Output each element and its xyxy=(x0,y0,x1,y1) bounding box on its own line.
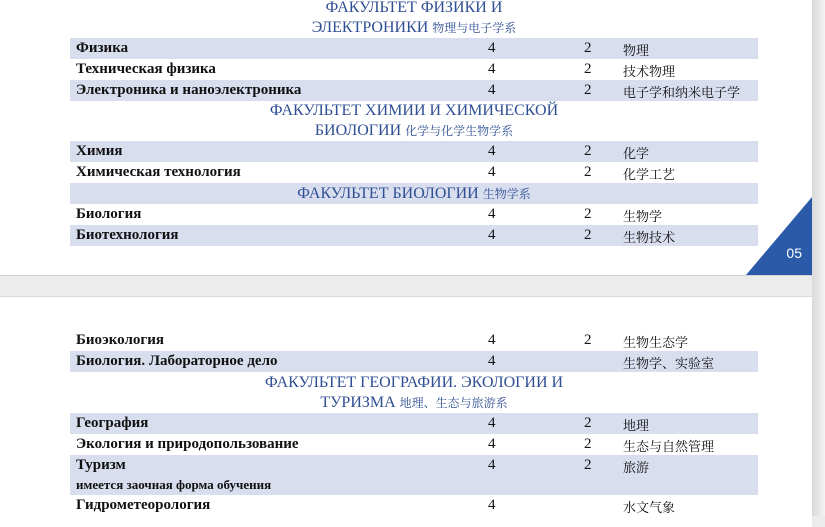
document-page-6 xyxy=(0,296,812,527)
col-years-master: 2 xyxy=(584,40,592,56)
page-number: 05 xyxy=(786,245,802,261)
program-name: Биотехнология xyxy=(76,227,179,243)
program-name: Туризм xyxy=(76,457,126,473)
faculty-heading-line: ФАКУЛЬТЕТ ФИЗИКИ И xyxy=(325,0,503,16)
table-row xyxy=(70,495,758,516)
faculty-heading-line: ТУРИЗМА xyxy=(320,394,396,411)
program-name: Гидрометеорология xyxy=(76,497,211,513)
col-years-master: 2 xyxy=(584,436,592,452)
table-row xyxy=(70,204,758,225)
faculty-heading-line: ФАКУЛЬТЕТ ХИМИИ И ХИМИЧЕСКОЙ xyxy=(269,102,559,119)
table-row xyxy=(70,413,758,434)
col-years-master: 2 xyxy=(584,332,592,348)
col-years-master: 2 xyxy=(584,82,592,98)
program-name: Техническая физика xyxy=(76,61,216,77)
program-name: Биоэкология xyxy=(76,332,164,348)
table-row xyxy=(70,38,758,59)
col-years: 4 xyxy=(488,353,496,369)
faculty-heading-chemistry xyxy=(70,101,758,141)
program-name-zh: 生态与自然管理 xyxy=(623,440,715,455)
program-name: Экология и природопользование xyxy=(76,436,299,452)
programs-table xyxy=(70,0,758,246)
program-name-zh: 化学 xyxy=(623,147,650,162)
col-years: 4 xyxy=(488,206,496,222)
table-row xyxy=(70,141,758,162)
col-years: 4 xyxy=(488,457,496,473)
program-name-zh: 生物学、实验室 xyxy=(623,357,715,372)
program-name: Химическая технология xyxy=(76,164,241,180)
faculty-heading-line: ФАКУЛЬТЕТ БИОЛОГИИ xyxy=(297,185,479,202)
program-name-zh: 物理 xyxy=(623,44,650,59)
table-row xyxy=(70,455,758,495)
col-years-master: 2 xyxy=(584,457,592,473)
faculty-heading-line: БИОЛОГИИ xyxy=(314,122,402,139)
table-row xyxy=(70,59,758,80)
col-years: 4 xyxy=(488,415,496,431)
program-name-zh: 生物生态学 xyxy=(623,336,689,351)
col-years: 4 xyxy=(488,332,496,348)
col-years-master: 2 xyxy=(584,143,592,159)
col-years-master: 2 xyxy=(584,164,592,180)
col-years: 4 xyxy=(488,40,496,56)
faculty-heading-zh: 地理、生态与旅游系 xyxy=(399,396,508,410)
table-row xyxy=(70,434,758,455)
col-years-master: 2 xyxy=(584,227,592,243)
page-corner-triangle xyxy=(746,197,812,275)
table-row xyxy=(70,225,758,246)
col-years: 4 xyxy=(488,497,496,513)
col-years: 4 xyxy=(488,436,496,452)
col-years: 4 xyxy=(488,227,496,243)
program-name: География xyxy=(76,415,149,431)
col-years-master: 2 xyxy=(584,61,592,77)
col-years: 4 xyxy=(488,143,496,159)
program-name-zh: 技术物理 xyxy=(623,65,676,80)
viewer-side-shadow xyxy=(812,0,825,516)
program-name: Электроника и наноэлектроника xyxy=(76,82,302,98)
col-years-master: 2 xyxy=(584,206,592,222)
program-name: Физика xyxy=(76,40,129,56)
faculty-heading-biology xyxy=(70,183,758,204)
col-years: 4 xyxy=(488,164,496,180)
program-name-zh: 电子学和纳米电子学 xyxy=(623,86,741,101)
programs-table xyxy=(70,330,758,516)
faculty-heading-line: ЭЛЕКТРОНИКИ xyxy=(311,19,429,36)
program-name-zh: 旅游 xyxy=(623,461,650,476)
faculty-heading-zh: 生物学系 xyxy=(482,187,531,201)
program-name: Биология. Лабораторное дело xyxy=(76,353,278,369)
table-row xyxy=(70,80,758,101)
program-name: Биология xyxy=(76,206,142,222)
faculty-heading-physics xyxy=(70,0,758,38)
program-name-zh: 水文气象 xyxy=(623,501,676,516)
faculty-heading-line: ФАКУЛЬТЕТ ГЕОГРАФИИ. ЭКОЛОГИИ И xyxy=(264,374,564,391)
col-years-master: 2 xyxy=(584,415,592,431)
program-name: Химия xyxy=(76,143,123,159)
col-years: 4 xyxy=(488,61,496,77)
faculty-heading-zh: 化学与化学生物学系 xyxy=(405,124,514,138)
table-row xyxy=(70,351,758,372)
program-name-zh: 地理 xyxy=(623,419,650,434)
table-row xyxy=(70,330,758,351)
program-note: имеется заочная форма обучения xyxy=(76,477,272,492)
faculty-heading-zh: 物理与电子学系 xyxy=(432,21,517,35)
program-name-zh: 化学工艺 xyxy=(623,168,676,183)
faculty-heading-geography xyxy=(70,372,758,413)
program-name-zh: 生物学 xyxy=(623,210,663,225)
table-row xyxy=(70,162,758,183)
program-name-zh: 生物技术 xyxy=(623,231,676,246)
col-years: 4 xyxy=(488,82,496,98)
